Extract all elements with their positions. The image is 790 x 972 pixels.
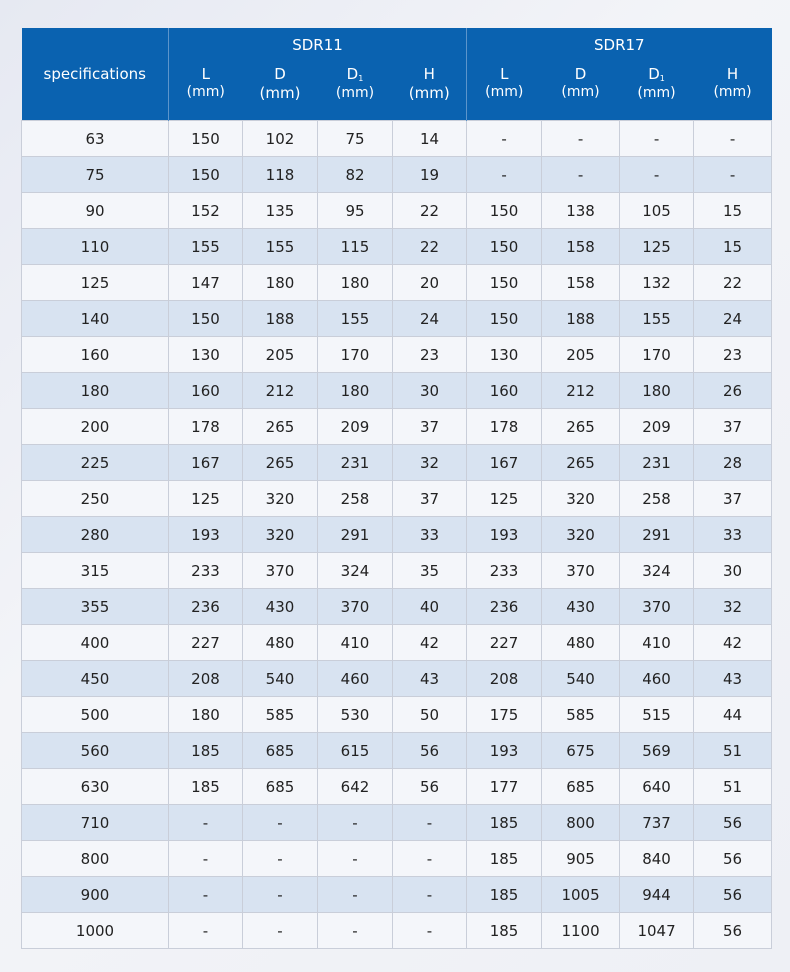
spec-cell: 225 [22,445,169,481]
spec-cell: 63 [22,121,169,157]
column-symbol: L [500,65,509,83]
value-cell: 150 [169,121,243,157]
column-unit: (mm) [561,83,600,100]
value-cell: 205 [542,337,620,373]
spec-sheet [21,28,771,949]
value-cell: 193 [467,733,542,769]
value-cell: 150 [169,157,243,193]
value-cell: 37 [694,409,772,445]
value-cell: - [318,877,393,913]
value-cell: 642 [318,769,393,805]
value-cell: - [318,805,393,841]
value-cell: 42 [393,625,467,661]
spec-cell: 355 [22,589,169,625]
column-unit: (mm) [637,84,676,101]
value-cell: - [620,121,694,157]
value-cell: 615 [318,733,393,769]
table-row [22,409,772,445]
value-cell: 540 [243,661,318,697]
value-cell: 23 [393,337,467,373]
value-cell: 43 [694,661,772,697]
value-cell: 840 [620,841,694,877]
value-cell: - [393,841,467,877]
value-cell: 905 [542,841,620,877]
value-cell: 185 [169,733,243,769]
table-row [22,121,772,157]
value-cell: 155 [620,301,694,337]
value-cell: - [393,877,467,913]
spec-cell: 800 [22,841,169,877]
spec-cell: 280 [22,517,169,553]
value-cell: 585 [243,697,318,733]
value-cell: 265 [243,409,318,445]
value-cell: 170 [620,337,694,373]
spec-cell: 75 [22,157,169,193]
value-cell: 35 [393,553,467,589]
value-cell: 178 [467,409,542,445]
value-cell: 56 [694,805,772,841]
spec-cell: 630 [22,769,169,805]
value-cell: 150 [467,229,542,265]
table-row [22,769,772,805]
value-cell: 15 [694,229,772,265]
value-cell: 22 [694,265,772,301]
value-cell: 1100 [542,913,620,949]
value-cell: 115 [318,229,393,265]
column-header [467,62,542,121]
value-cell: 118 [243,157,318,193]
value-cell: 56 [393,769,467,805]
value-cell: 231 [620,445,694,481]
value-cell: 147 [169,265,243,301]
column-subscript: 1 [358,74,364,83]
value-cell: - [243,841,318,877]
value-cell: 23 [694,337,772,373]
column-symbol: L [201,65,210,83]
value-cell: 212 [243,373,318,409]
value-cell: 320 [243,481,318,517]
value-cell: 675 [542,733,620,769]
value-cell: 185 [467,805,542,841]
spec-cell: 140 [22,301,169,337]
value-cell: 56 [393,733,467,769]
value-cell: 480 [243,625,318,661]
value-cell: 125 [620,229,694,265]
column-unit: (mm) [335,84,375,101]
value-cell: 150 [467,265,542,301]
value-cell: 370 [620,589,694,625]
spec-cell: 710 [22,805,169,841]
value-cell: 170 [318,337,393,373]
spec-cell: 500 [22,697,169,733]
value-cell: 193 [467,517,542,553]
value-cell: 188 [542,301,620,337]
value-cell: 15 [694,193,772,229]
value-cell: 130 [169,337,243,373]
column-symbol: D1 [648,65,665,83]
value-cell: 150 [467,193,542,229]
value-cell: - [243,805,318,841]
value-cell: 1005 [542,877,620,913]
value-cell: 410 [620,625,694,661]
value-cell: 324 [620,553,694,589]
value-cell: 158 [542,265,620,301]
value-cell: 370 [542,553,620,589]
table-row [22,337,772,373]
value-cell: 480 [542,625,620,661]
value-cell: 177 [467,769,542,805]
spec-cell: 125 [22,265,169,301]
value-cell: - [467,157,542,193]
value-cell: 125 [169,481,243,517]
value-cell: 320 [243,517,318,553]
value-cell: 32 [694,589,772,625]
value-cell: 685 [542,769,620,805]
value-cell: 24 [694,301,772,337]
column-symbol: D [274,65,286,83]
column-unit: (mm) [259,83,301,102]
table-row [22,481,772,517]
value-cell: 155 [243,229,318,265]
table-row [22,193,772,229]
value-cell: - [467,121,542,157]
value-cell: 56 [694,913,772,949]
value-cell: 231 [318,445,393,481]
table-row [22,913,772,949]
table-row [22,229,772,265]
value-cell: 28 [694,445,772,481]
value-cell: 530 [318,697,393,733]
value-cell: 44 [694,697,772,733]
value-cell: 19 [393,157,467,193]
table-row [22,625,772,661]
column-header [169,62,243,121]
value-cell: 132 [620,265,694,301]
table-row [22,553,772,589]
value-cell: 150 [467,301,542,337]
value-cell: 1047 [620,913,694,949]
spec-cell: 560 [22,733,169,769]
value-cell: 30 [393,373,467,409]
value-cell: - [694,157,772,193]
value-cell: 125 [467,481,542,517]
column-header [393,62,467,121]
column-symbol: D1 [346,65,364,83]
table-row [22,877,772,913]
value-cell: 209 [318,409,393,445]
specifications-header: specifications [22,28,169,121]
value-cell: 430 [542,589,620,625]
table-row [22,517,772,553]
table-header [22,28,772,121]
spec-cell: 110 [22,229,169,265]
value-cell: 51 [694,733,772,769]
value-cell: 585 [542,697,620,733]
value-cell: 152 [169,193,243,229]
value-cell: 75 [318,121,393,157]
value-cell: 265 [243,445,318,481]
value-cell: 26 [694,373,772,409]
value-cell: - [542,157,620,193]
spec-cell: 250 [22,481,169,517]
value-cell: 291 [318,517,393,553]
value-cell: 33 [393,517,467,553]
value-cell: 130 [467,337,542,373]
value-cell: 640 [620,769,694,805]
value-cell: 737 [620,805,694,841]
value-cell: 102 [243,121,318,157]
table-row [22,841,772,877]
spec-cell: 450 [22,661,169,697]
spec-cell: 900 [22,877,169,913]
value-cell: 105 [620,193,694,229]
table-row [22,805,772,841]
value-cell: 515 [620,697,694,733]
value-cell: 410 [318,625,393,661]
value-cell: 370 [318,589,393,625]
value-cell: 42 [694,625,772,661]
value-cell: 24 [393,301,467,337]
column-header [694,62,772,121]
column-symbol: H [423,65,435,83]
value-cell: - [393,805,467,841]
value-cell: 185 [467,877,542,913]
value-cell: 43 [393,661,467,697]
value-cell: 51 [694,769,772,805]
value-cell: - [169,913,243,949]
value-cell: 185 [467,841,542,877]
group-header-sdr17: SDR17 [467,28,772,62]
value-cell: 158 [542,229,620,265]
value-cell: 37 [393,481,467,517]
spec-cell: 315 [22,553,169,589]
value-cell: 37 [393,409,467,445]
value-cell: 22 [393,193,467,229]
value-cell: 324 [318,553,393,589]
value-cell: 460 [620,661,694,697]
value-cell: 227 [169,625,243,661]
table-row [22,265,772,301]
value-cell: - [694,121,772,157]
spec-cell: 90 [22,193,169,229]
value-cell: 160 [169,373,243,409]
value-cell: - [243,913,318,949]
column-unit: (mm) [713,83,752,100]
table-row [22,445,772,481]
value-cell: 212 [542,373,620,409]
value-cell: 430 [243,589,318,625]
value-cell: 40 [393,589,467,625]
table-row [22,733,772,769]
column-header [243,62,318,121]
value-cell: 188 [243,301,318,337]
value-cell: 265 [542,445,620,481]
value-cell: 82 [318,157,393,193]
value-cell: 30 [694,553,772,589]
column-header [542,62,620,121]
spec-cell: 180 [22,373,169,409]
value-cell: 167 [169,445,243,481]
column-subscript: 1 [659,74,665,83]
value-cell: 56 [694,877,772,913]
table-row [22,697,772,733]
column-unit: (mm) [485,83,524,100]
value-cell: 155 [169,229,243,265]
column-symbol: H [726,65,739,83]
value-cell: 258 [620,481,694,517]
table-body [22,121,772,949]
value-cell: 14 [393,121,467,157]
value-cell: 209 [620,409,694,445]
value-cell: 150 [169,301,243,337]
dimensions-table [21,28,772,949]
value-cell: 178 [169,409,243,445]
column-header [318,62,393,121]
column-unit: (mm) [186,83,225,100]
value-cell: - [620,157,694,193]
value-cell: 320 [542,517,620,553]
spec-cell: 400 [22,625,169,661]
value-cell: 95 [318,193,393,229]
value-cell: - [169,877,243,913]
spec-cell: 160 [22,337,169,373]
value-cell: 944 [620,877,694,913]
column-symbol: D [574,65,587,83]
value-cell: 685 [243,769,318,805]
value-cell: 291 [620,517,694,553]
value-cell: 208 [467,661,542,697]
value-cell: 135 [243,193,318,229]
value-cell: 180 [318,373,393,409]
value-cell: 56 [694,841,772,877]
column-header [620,62,694,121]
value-cell: 460 [318,661,393,697]
value-cell: 370 [243,553,318,589]
spec-cell: 200 [22,409,169,445]
value-cell: 185 [467,913,542,949]
value-cell: 258 [318,481,393,517]
value-cell: 233 [169,553,243,589]
column-unit: (mm) [408,83,450,102]
value-cell: 540 [542,661,620,697]
value-cell: 685 [243,733,318,769]
value-cell: 167 [467,445,542,481]
table-row [22,589,772,625]
value-cell: 155 [318,301,393,337]
value-cell: 193 [169,517,243,553]
table-row [22,661,772,697]
value-cell: - [318,913,393,949]
value-cell: 175 [467,697,542,733]
value-cell: 320 [542,481,620,517]
value-cell: - [243,877,318,913]
value-cell: 180 [318,265,393,301]
value-cell: 37 [694,481,772,517]
value-cell: 208 [169,661,243,697]
value-cell: - [542,121,620,157]
value-cell: 800 [542,805,620,841]
value-cell: - [169,805,243,841]
value-cell: 205 [243,337,318,373]
table-row [22,301,772,337]
value-cell: 138 [542,193,620,229]
value-cell: 180 [169,697,243,733]
value-cell: 180 [243,265,318,301]
value-cell: 236 [169,589,243,625]
value-cell: 569 [620,733,694,769]
value-cell: 227 [467,625,542,661]
table-row [22,157,772,193]
value-cell: 185 [169,769,243,805]
value-cell: - [318,841,393,877]
value-cell: 180 [620,373,694,409]
value-cell: 33 [694,517,772,553]
table-row [22,373,772,409]
value-cell: 236 [467,589,542,625]
spec-cell: 1000 [22,913,169,949]
value-cell: 50 [393,697,467,733]
value-cell: - [393,913,467,949]
group-header-sdr11: SDR11 [169,28,467,62]
value-cell: 32 [393,445,467,481]
value-cell: 22 [393,229,467,265]
value-cell: 265 [542,409,620,445]
value-cell: 233 [467,553,542,589]
value-cell: 160 [467,373,542,409]
value-cell: 20 [393,265,467,301]
value-cell: - [169,841,243,877]
